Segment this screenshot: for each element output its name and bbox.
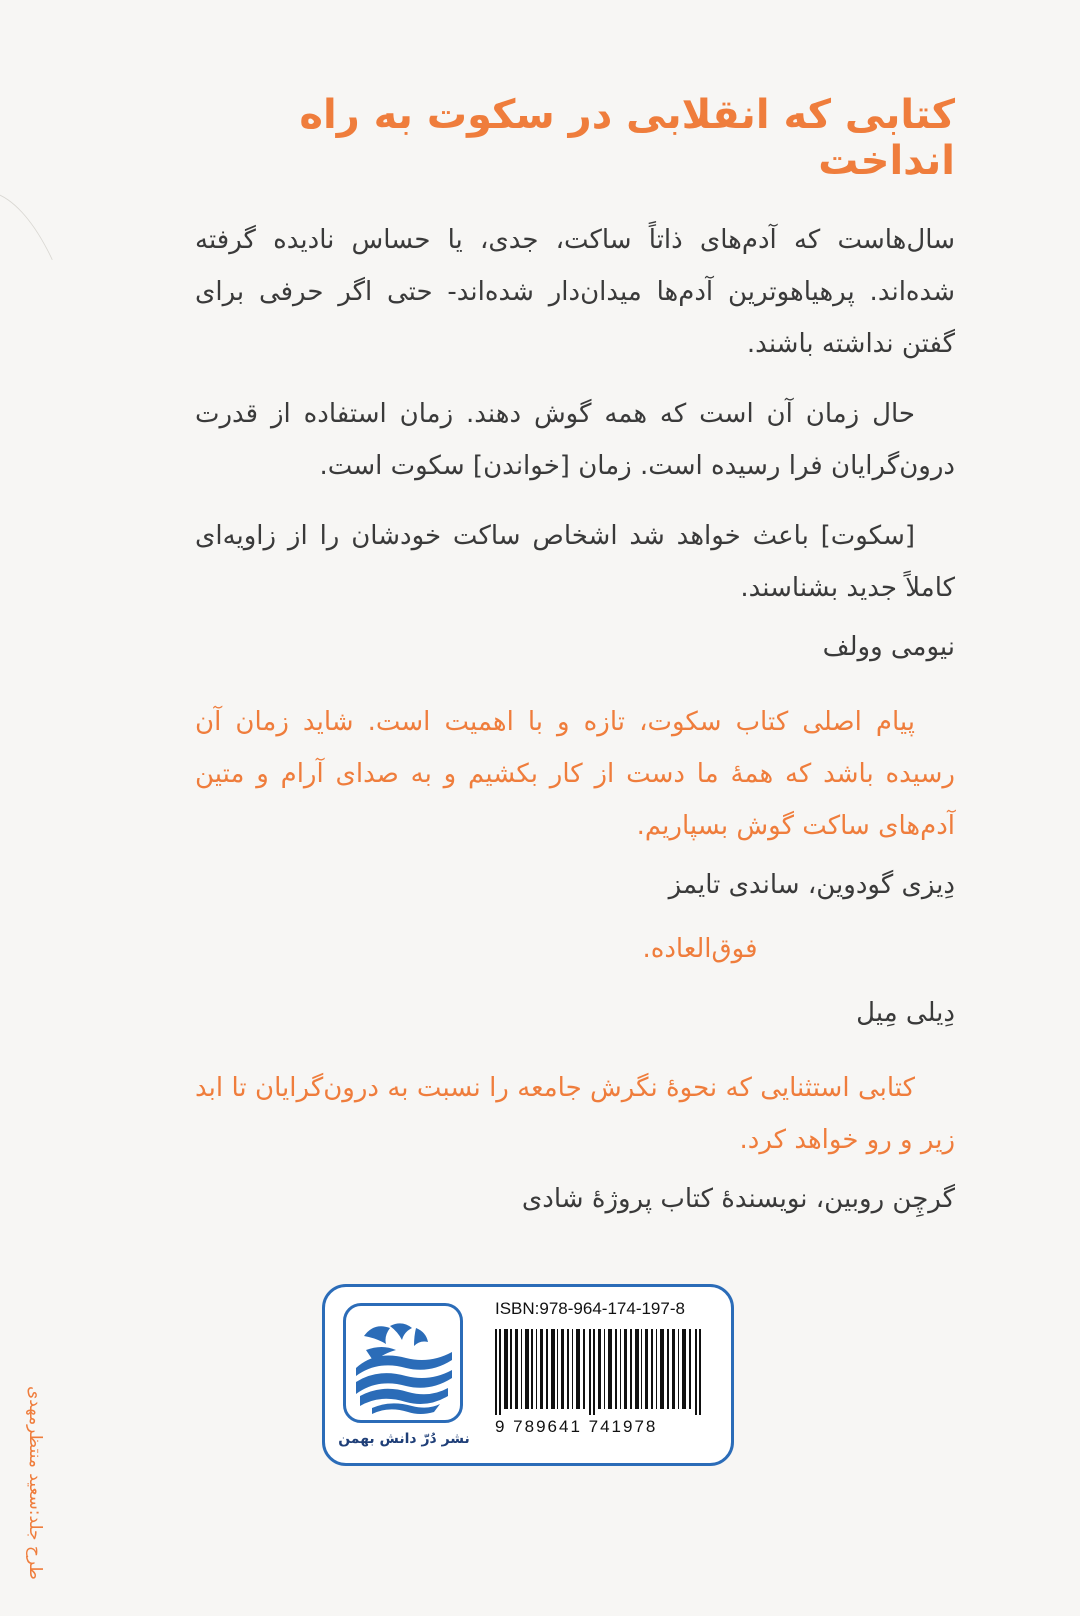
isbn-label: ISBN:978-964-174-197-8	[495, 1299, 685, 1318]
attribution-1: نیومی وولف	[822, 632, 955, 662]
barcode-icon	[495, 1329, 705, 1415]
isbn-box	[322, 1284, 734, 1466]
page-title: کتابی که انقلابی در سکوت به راه انداخت	[299, 92, 955, 184]
quote-2: فوق‌العاده.	[642, 934, 758, 964]
back-cover-text	[195, 92, 955, 1248]
attribution-3: دِیلی مِیل	[856, 998, 955, 1028]
attribution-4: گرچِن روبین، نویسندهٔ کتاب پروژهٔ شادی	[521, 1184, 955, 1214]
barcode-digits: 9 789641 741978	[495, 1417, 658, 1436]
cover-fold-line	[0, 190, 122, 1192]
publisher-logo-icon	[343, 1303, 463, 1423]
quote-1: پیام اصلی کتاب سکوت، تازه و با اهمیت است. شاید زمان آن رسیده باشد که همهٔ ما دست از کار بکشیم و به صدای آرام و متین آدم‌های ساکت گوش بسپاریم.	[195, 707, 955, 841]
publisher-name: نشر دُرّ دانش بهمن	[338, 1431, 470, 1447]
attribution-2: دِیزی گودوین، ساندی تایمز	[668, 870, 955, 900]
quote-3: کتابی استثنایی که نحوهٔ نگرش جامعه را نسبت به درون‌گرایان تا ابد زیر و رو خواهد کرد.	[195, 1073, 955, 1155]
paragraph-3: [سکوت] باعث خواهد شد اشخاص ساکت خودشان را از زاویه‌ای کاملاً جدید بشناسند.	[195, 521, 955, 603]
paragraph-1: سال‌هاست که آدم‌های ذاتاً ساکت، جدی، یا حساس نادیده گرفته شده‌اند. پرهیاهوترین آدم‌ها میدان‌دار شده‌اند- حتی اگر حرفی برای گفتن نداشته باشند.	[195, 225, 955, 359]
cover-design-credit: طرح جلد:سعید منتظرمهدی	[25, 1386, 45, 1580]
paragraph-2: حال زمان آن است که همه گوش دهند. زمان استفاده از قدرت درون‌گرایان فرا رسیده است. زمان [خواندن] سکوت است.	[195, 399, 955, 481]
